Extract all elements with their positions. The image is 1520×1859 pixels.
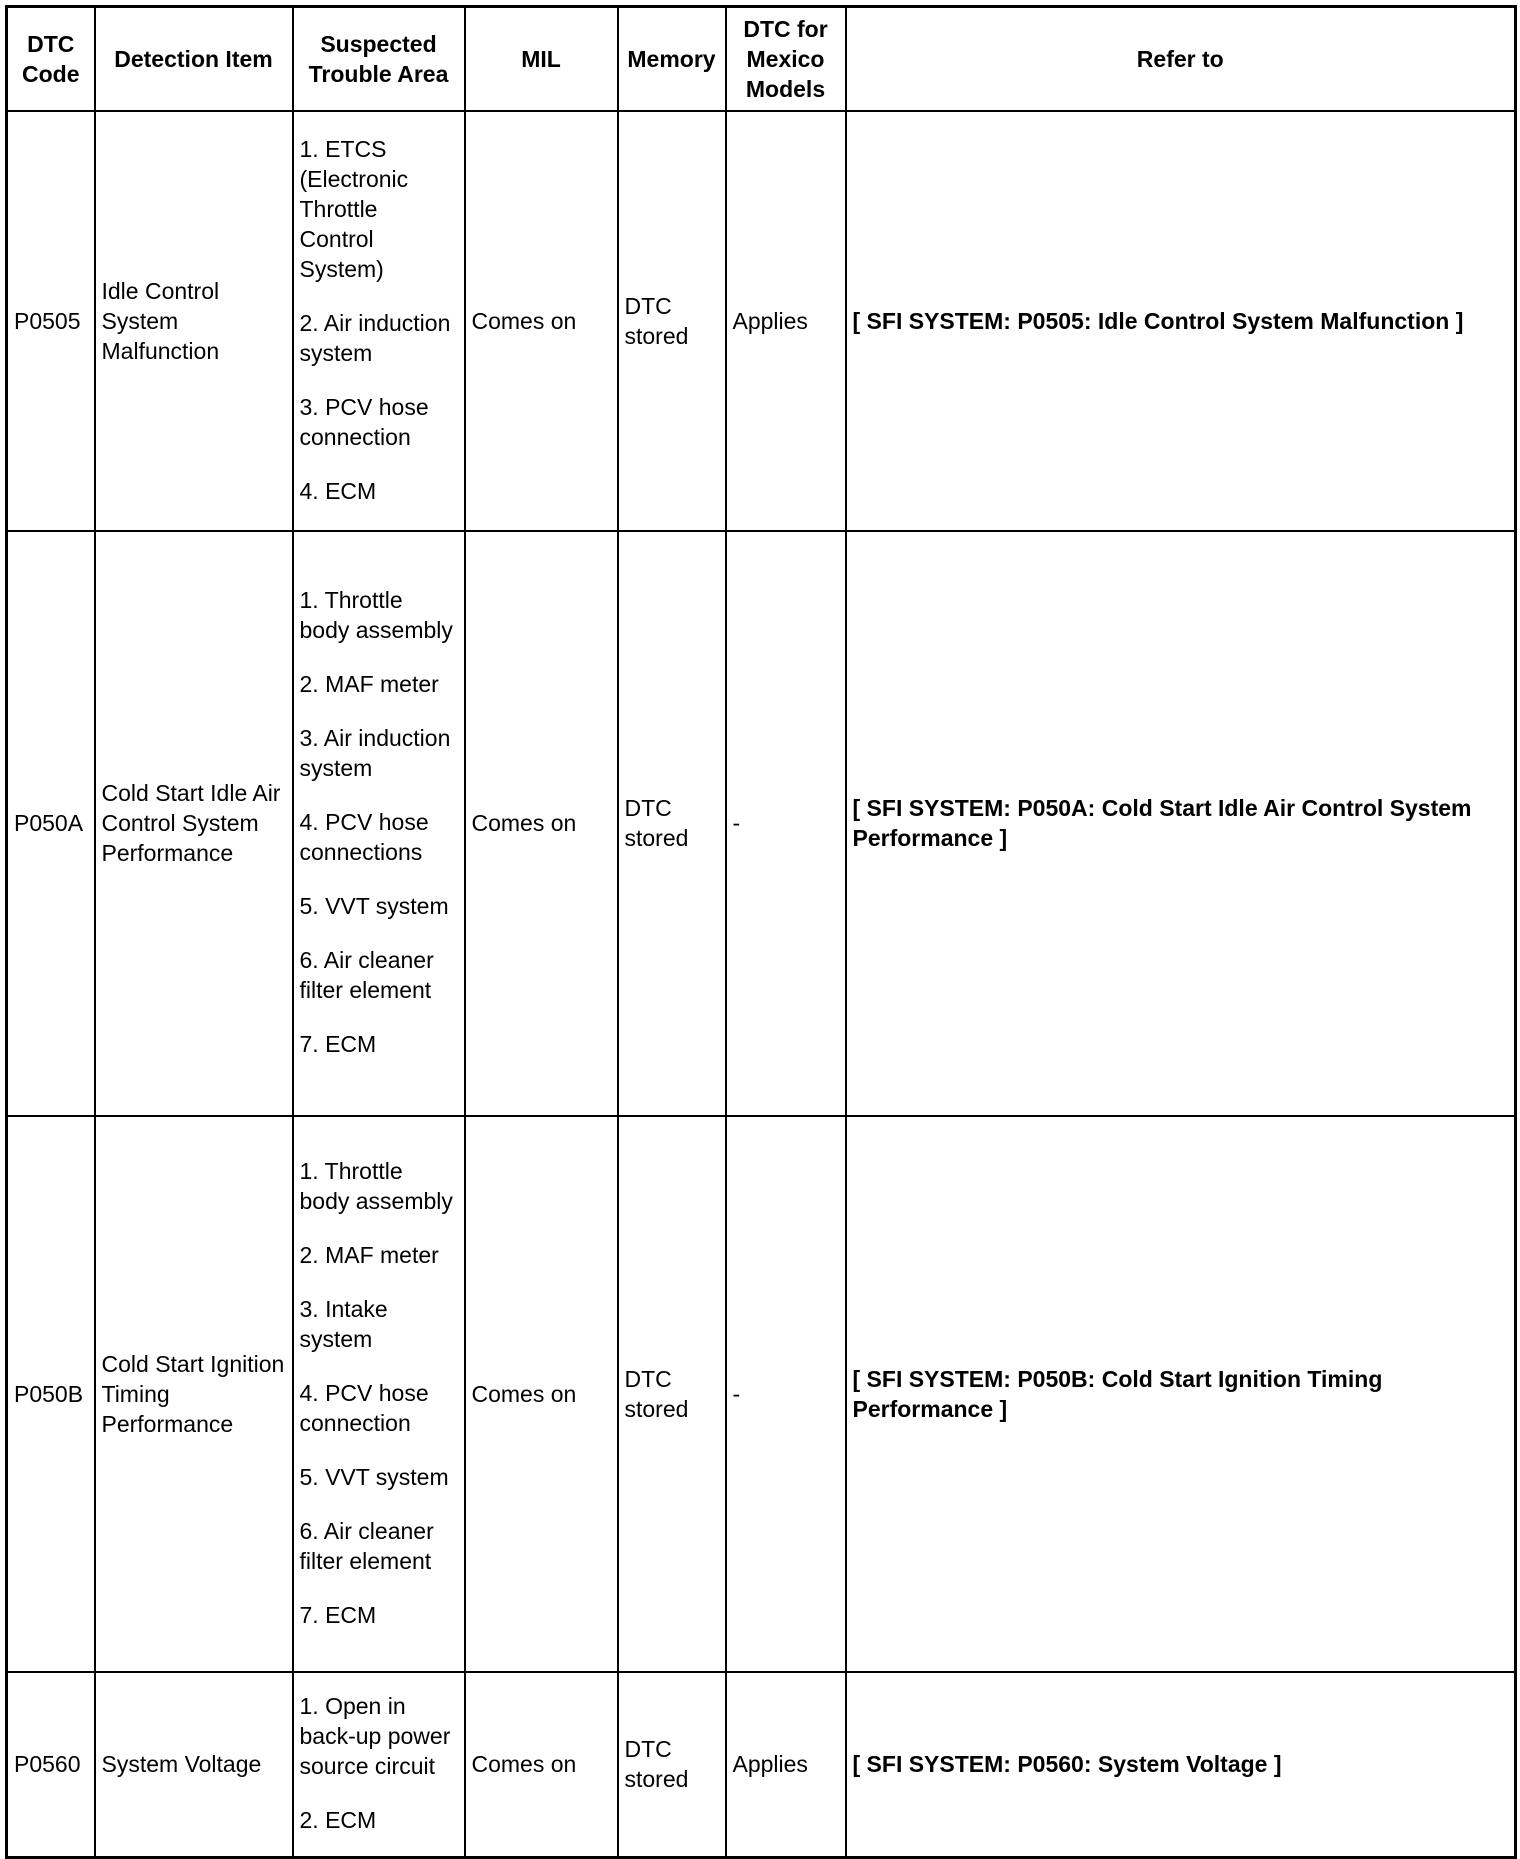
mil-cell: Comes on bbox=[465, 1672, 618, 1858]
dtc-table bbox=[5, 5, 1517, 1859]
header-suspected-trouble-area-line: Trouble Area bbox=[308, 60, 449, 87]
trouble-area-item: 6. Air cleaner filter element bbox=[299, 1517, 434, 1574]
header-memory-line: Memory bbox=[627, 45, 716, 72]
suspected-trouble-area-cell bbox=[293, 1116, 465, 1672]
trouble-area-item: 1. ETCS (Electronic Throttle Control System) bbox=[299, 135, 409, 282]
trouble-area-item: 3. Intake system bbox=[299, 1295, 388, 1352]
header-dtc-for-mexico-models-line: DTC for bbox=[743, 15, 828, 42]
mil-cell: Comes on bbox=[465, 111, 618, 531]
mexico-models-cell: Applies bbox=[726, 111, 846, 531]
suspected-trouble-area-cell bbox=[293, 1672, 465, 1858]
header-dtc-code-line: Code bbox=[22, 60, 80, 87]
mexico-models-cell: Applies bbox=[726, 1672, 846, 1858]
dtc-code-cell: P050B bbox=[7, 1116, 95, 1672]
detection-item-cell: Cold Start Ignition Timing Performance bbox=[95, 1116, 293, 1672]
suspected-trouble-area-cell bbox=[293, 111, 465, 531]
header-memory bbox=[618, 7, 726, 111]
trouble-area-item: 5. VVT system bbox=[299, 893, 449, 919]
header-mil-line: MIL bbox=[521, 45, 561, 72]
header-mil bbox=[465, 7, 618, 111]
header-dtc-for-mexico-models-line: Models bbox=[745, 75, 826, 102]
trouble-area-item: 1. Throttle body assembly bbox=[299, 1157, 453, 1214]
header-detection-item bbox=[95, 7, 293, 111]
dtc-code-cell: P050A bbox=[7, 531, 95, 1116]
header-dtc-code bbox=[7, 7, 95, 111]
refer-to-link[interactable]: [ SFI SYSTEM: P0505: Idle Control System Malfunction ] bbox=[846, 111, 1516, 531]
table-row-p050a bbox=[7, 531, 1516, 1116]
memory-cell: DTC stored bbox=[618, 1672, 726, 1858]
refer-to-link[interactable]: [ SFI SYSTEM: P050B: Cold Start Ignition Timing Performance ] bbox=[846, 1116, 1516, 1672]
trouble-area-item: 4. ECM bbox=[299, 477, 377, 504]
mexico-models-cell: - bbox=[726, 531, 846, 1116]
trouble-area-item: 1. Throttle body assembly bbox=[299, 587, 453, 643]
trouble-area-item: 7. ECM bbox=[299, 1601, 377, 1628]
detection-item-cell: System Voltage bbox=[95, 1672, 293, 1858]
header-row bbox=[7, 7, 1516, 111]
trouble-area-item: 2. Air induction system bbox=[299, 309, 451, 366]
memory-cell: DTC stored bbox=[618, 531, 726, 1116]
table-row-p050b bbox=[7, 1116, 1516, 1672]
trouble-area-item: 3. PCV hose connection bbox=[299, 393, 429, 450]
suspected-trouble-area-cell bbox=[293, 531, 465, 1116]
trouble-area-item: 3. Air induction system bbox=[299, 725, 451, 781]
trouble-area-item: 7. ECM bbox=[299, 1031, 377, 1057]
mil-cell: Comes on bbox=[465, 1116, 618, 1672]
refer-to-link[interactable]: [ SFI SYSTEM: P0560: System Voltage ] bbox=[846, 1672, 1516, 1858]
header-detection-item-line: Detection Item bbox=[114, 45, 273, 72]
trouble-area-item: 4. PCV hose connection bbox=[299, 1379, 429, 1436]
trouble-area-item: 6. Air cleaner filter element bbox=[299, 947, 434, 1003]
trouble-area-item: 2. MAF meter bbox=[299, 1241, 439, 1268]
memory-cell: DTC stored bbox=[618, 111, 726, 531]
detection-item-cell: Cold Start Idle Air Control System Performance bbox=[95, 531, 293, 1116]
trouble-area-item: 5. VVT system bbox=[299, 1463, 449, 1490]
dtc-code-cell: P0560 bbox=[7, 1672, 95, 1858]
dtc-code-cell: P0505 bbox=[7, 111, 95, 531]
header-suspected-trouble-area-line: Suspected bbox=[320, 30, 437, 57]
header-dtc-for-mexico-models bbox=[726, 7, 846, 111]
header-dtc-for-mexico-models-line: Mexico bbox=[746, 45, 825, 72]
trouble-area-item: 1. Open in back-up power source circuit bbox=[299, 1693, 451, 1780]
header-refer-to bbox=[846, 7, 1516, 111]
mil-cell: Comes on bbox=[465, 531, 618, 1116]
header-refer-to-line: Refer to bbox=[1136, 45, 1224, 72]
table-row-p0505 bbox=[7, 111, 1516, 531]
table-row-p0560 bbox=[7, 1672, 1516, 1858]
mexico-models-cell: - bbox=[726, 1116, 846, 1672]
trouble-area-item: 4. PCV hose connections bbox=[299, 809, 429, 865]
header-dtc-code-line: DTC bbox=[27, 30, 75, 57]
header-suspected-trouble-area bbox=[293, 7, 465, 111]
memory-cell: DTC stored bbox=[618, 1116, 726, 1672]
trouble-area-item: 2. ECM bbox=[299, 1807, 377, 1834]
detection-item-cell: Idle Control System Malfunction bbox=[95, 111, 293, 531]
refer-to-link[interactable]: [ SFI SYSTEM: P050A: Cold Start Idle Air Control System Performance ] bbox=[846, 531, 1516, 1116]
trouble-area-item: 2. MAF meter bbox=[299, 671, 439, 697]
